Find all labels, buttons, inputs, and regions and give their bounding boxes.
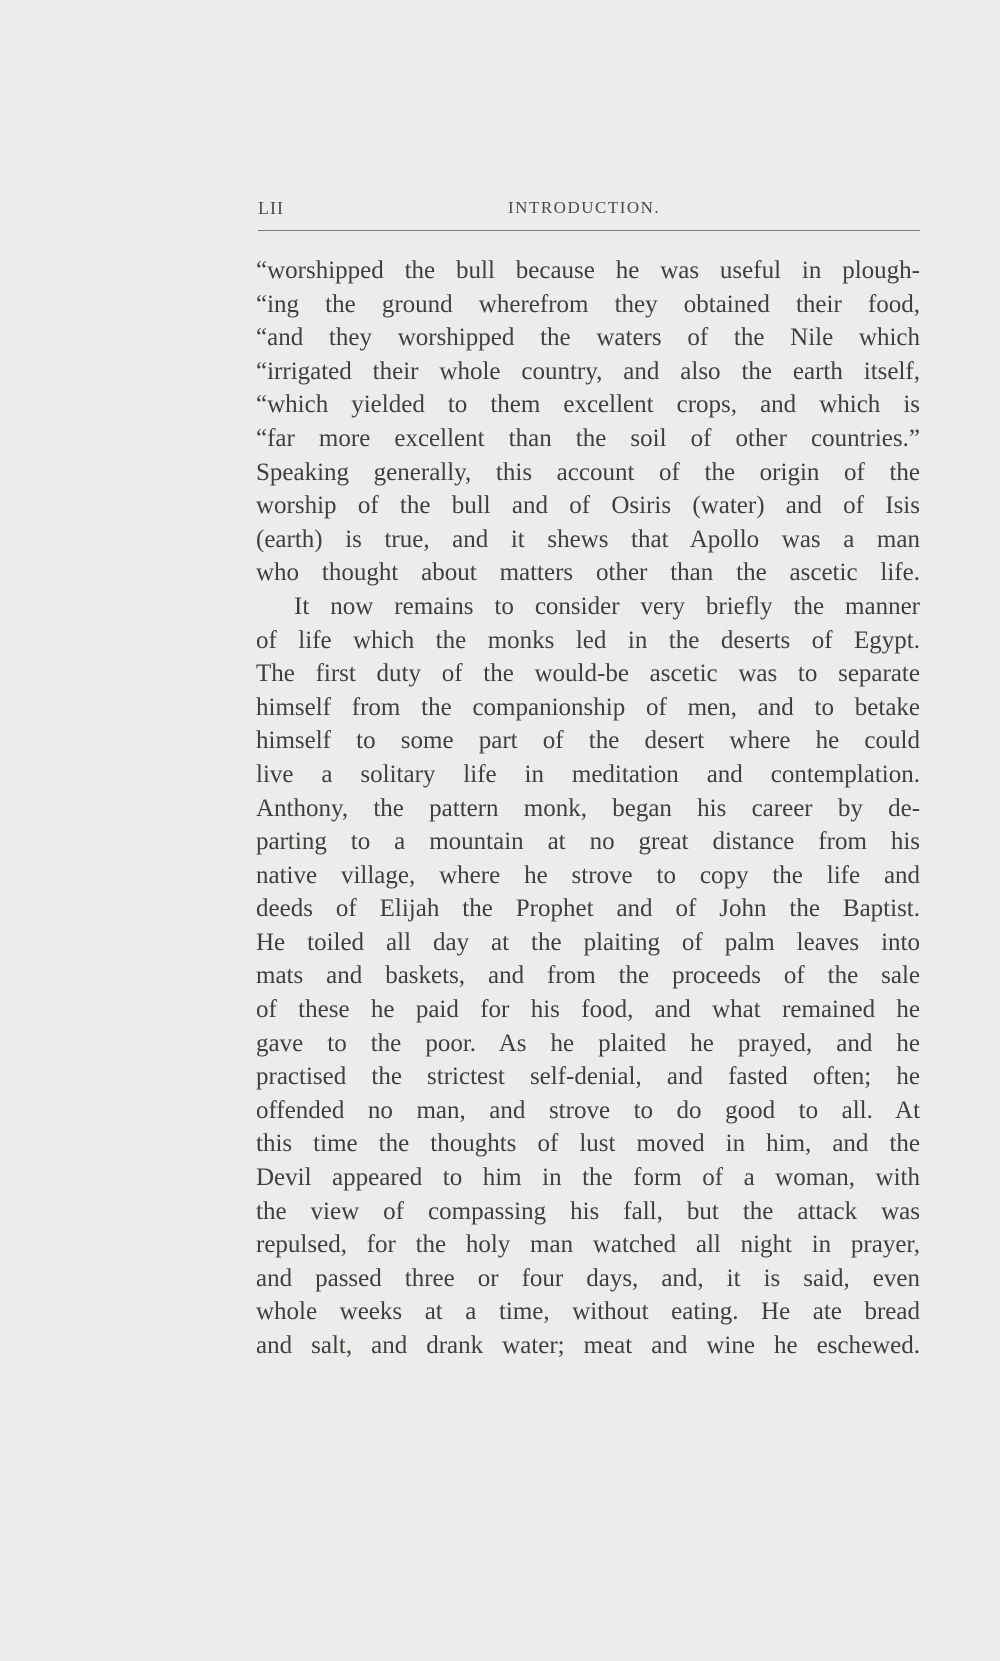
text-line: gave to the poor. As he plaited he prayed, and he (256, 1029, 920, 1057)
body-text (256, 254, 920, 1363)
text-line: offended no man, and strove to do good to all. At (256, 1096, 921, 1124)
text-line: Anthony, the pattern monk, began his career by de- (256, 794, 921, 822)
text-line: It now remains to consider very briefly the manner (294, 592, 921, 620)
text-line: parting to a mountain at no great distance from his (256, 828, 921, 856)
header-rule (258, 230, 920, 231)
text-line: himself from the companionship of men, and to betake (256, 693, 921, 721)
text-line: deeds of Elijah the Prophet and of John the Baptist. (256, 895, 921, 923)
page-header (258, 198, 920, 226)
text-line: and passed three or four days, and, it is said, even (256, 1264, 920, 1292)
text-line: worship of the bull and of Osiris (water) and of Isis (256, 492, 920, 520)
text-line: of life which the monks led in the deserts of Egypt. (256, 626, 920, 654)
text-line: Speaking generally, this account of the origin of the (256, 458, 921, 486)
page-number: LII (258, 198, 284, 218)
running-head: INTRODUCTION. (508, 198, 661, 217)
text-line: “worshipped the bull because he was useful in plough- (256, 257, 920, 284)
text-line: live a solitary life in meditation and contemplation. (256, 760, 920, 788)
text-line: and salt, and drank water; meat and wine he eschewed. (256, 1332, 921, 1359)
text-line: Devil appeared to him in the form of a woman, with (256, 1164, 920, 1192)
text-line: practised the strictest self-denial, and fasted often; he (256, 1063, 920, 1091)
text-line: himself to some part of the desert where he could (256, 727, 920, 755)
text-line: “far more excellent than the soil of other countries.” (256, 424, 920, 452)
text-line: who thought about matters other than the ascetic life. (256, 559, 920, 587)
text-line: He toiled all day at the plaiting of palm leaves into (256, 928, 920, 956)
text-line: (earth) is true, and it shews that Apollo was a man (256, 525, 920, 553)
text-line: The first duty of the would-be ascetic was to separate (256, 660, 920, 688)
text-line: “irrigated their whole country, and also the earth itself, (256, 357, 920, 385)
text-line: of these he paid for his food, and what remained he (256, 996, 921, 1024)
text-line: “ing the ground wherefrom they obtained their food, (256, 290, 921, 318)
text-line: “which yielded to them excellent crops, and which is (256, 391, 921, 419)
text-line: mats and baskets, and from the proceeds of the sale (256, 962, 921, 990)
text-line: “and they worshipped the waters of the Nile which (256, 324, 921, 352)
text-line: native village, where he strove to copy the life and (256, 861, 921, 889)
text-line: whole weeks at a time, without eating. He ate bread (256, 1298, 920, 1326)
text-line: repulsed, for the holy man watched all night in prayer, (256, 1231, 920, 1259)
text-line: this time the thoughts of lust moved in him, and the (256, 1130, 921, 1158)
text-line: the view of compassing his fall, but the attack was (256, 1197, 920, 1225)
